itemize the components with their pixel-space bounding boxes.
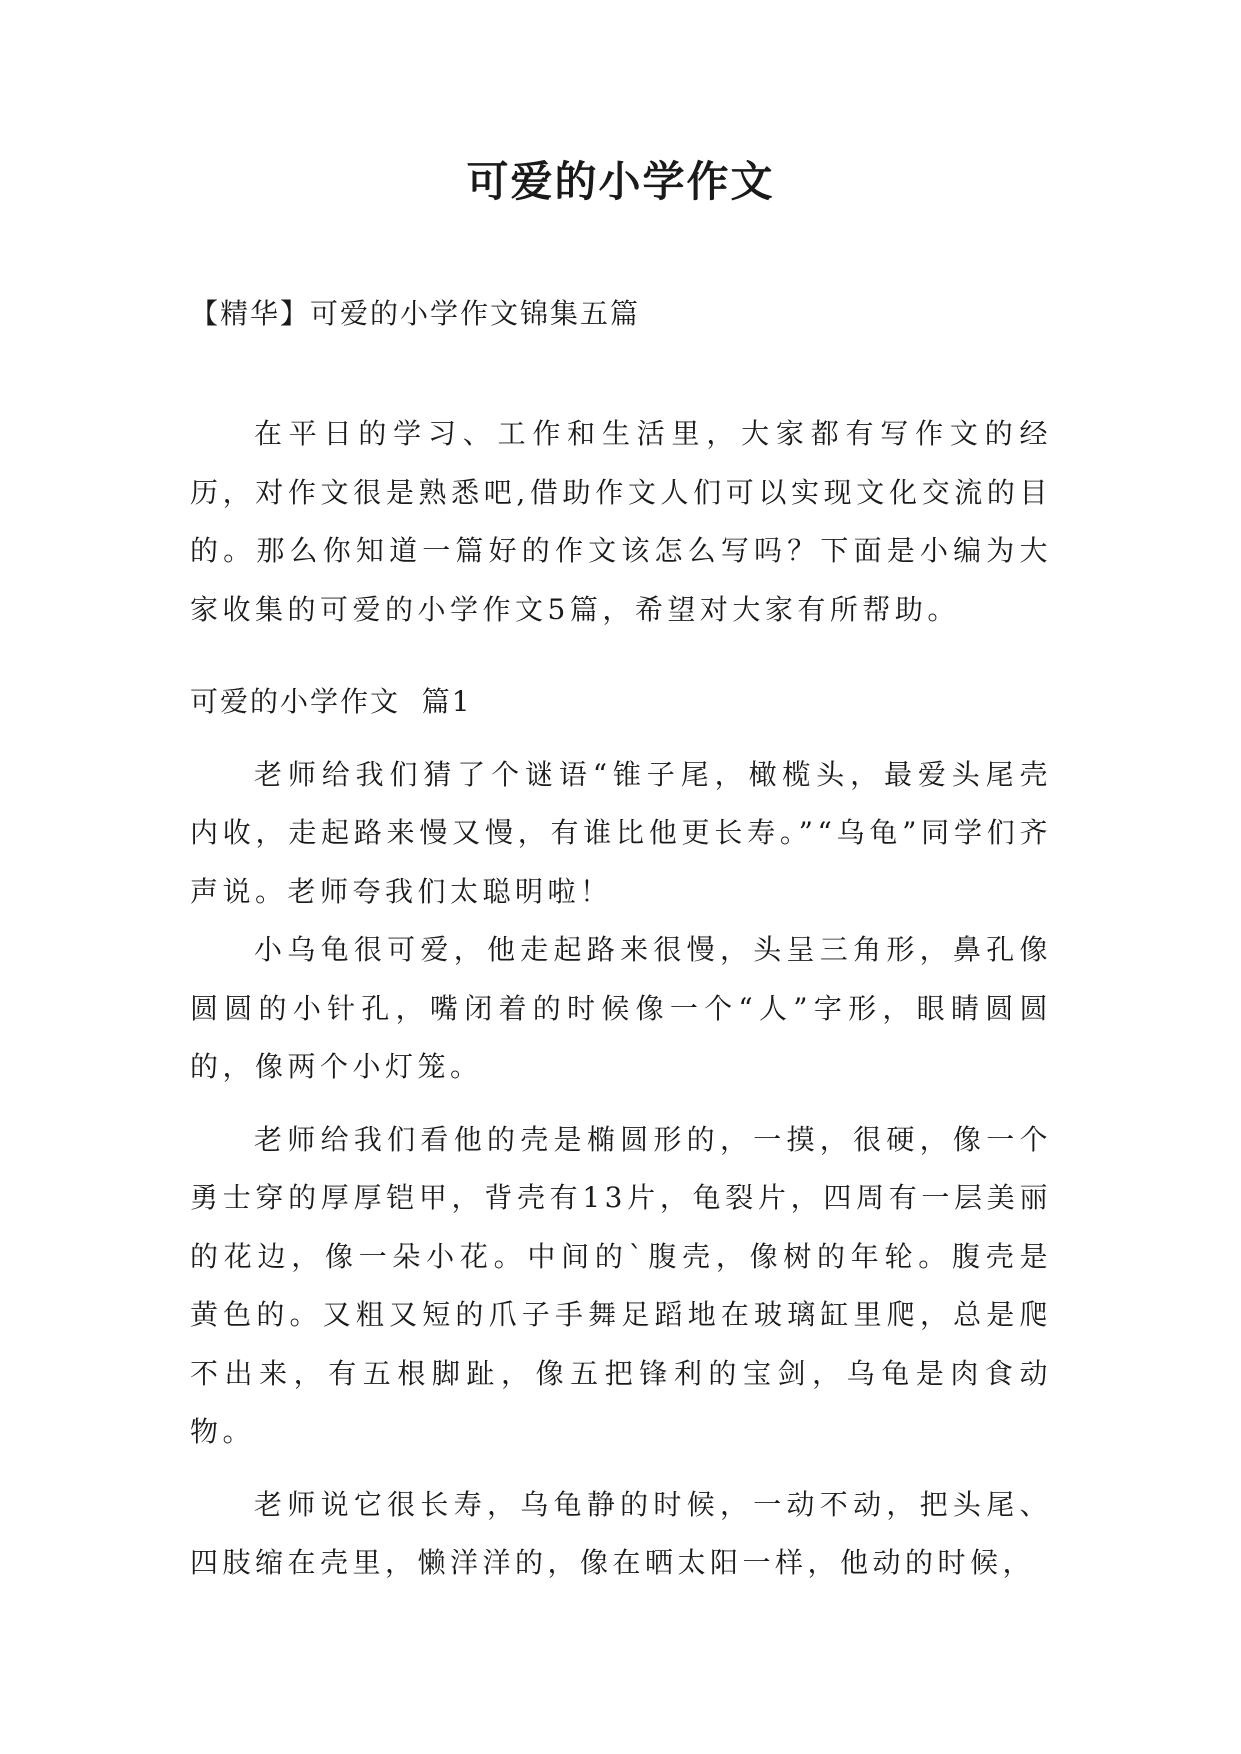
body-paragraph: 老师给我们看他的壳是椭圆形的，一摸，很硬，像一个勇士穿的厚厚铠甲，背壳有13片，龟裂片，四周有一层美丽的花边，像一朵小花。中间的`腹壳，像树的年轮。腹壳是黄色的。又粗又短的爪子手舞足蹈地在玻璃缸里爬，总是爬不出来，有五根脚趾，像五把锋利的宝剑，乌龟是肉食动物。 [190, 1122, 1052, 1448]
document-subtitle: 【精华】可爱的小学作文锦集五篇 [190, 297, 641, 330]
section-heading: 可爱的小学作文 篇1 [190, 685, 472, 718]
body-paragraph: 老师说它很长寿，乌龟静的时候，一动不动，把头尾、四肢缩在壳里，懒洋洋的，像在晒太阳一样，他动的时候， [190, 1487, 1052, 1579]
document-body [190, 405, 1052, 1593]
intro-paragraph: 在平日的学习、工作和生活里，大家都有写作文的经历，对作文很是熟悉吧,借助作文人们可以实现文化交流的目的。那么你知道一篇好的作文该怎么写吗？下面是小编为大家收集的可爱的小学作文5篇，希望对大家有所帮助。 [190, 417, 1052, 626]
body-paragraph: 小乌龟很可爱，他走起路来很慢，头呈三角形，鼻孔像圆圆的小针孔，嘴闭着的时候像一个“人”字形，眼睛圆圆的，像两个小灯笼。 [190, 933, 1052, 1083]
document-title: 可爱的小学作文 [466, 157, 775, 206]
body-paragraph: 老师给我们猜了个谜语“锥子尾，橄榄头，最爱头尾壳内收，走起路来慢又慢，有谁比他更长寿。”“乌龟”同学们齐声说。老师夸我们太聪明啦！ [190, 757, 1052, 908]
